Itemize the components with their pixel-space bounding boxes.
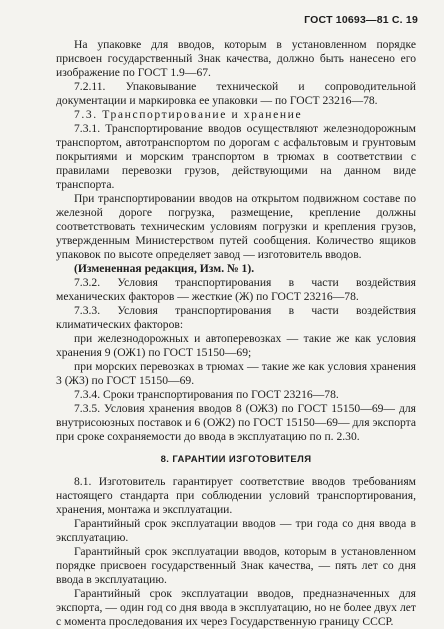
paragraph-quality-mark: На упаковке для вводов, которым в установленном порядке присвоен государственный Знак качества, должно быть нанесено его изображение по ГОСТ 1.9—67. (56, 38, 416, 79)
paragraph-7-3-5: 7.3.5. Условия хранения вводов 8 (ОЖ3) по ГОСТ 15150—69— для внутрисоюзных поставок и 6 (ОЖ2) по ГОСТ 15150—69— для экспорта при сроке сохраняемости до ввода в эксплуатацию по п. 2.30. (56, 402, 416, 443)
page-content (56, 38, 416, 629)
paragraph-7-3-4: 7.3.4. Сроки транспортирования по ГОСТ 23216—78. (74, 388, 339, 401)
amendment-note: (Измененная редакция, Изм. № 1). (74, 262, 255, 275)
subsection-heading-7-3: 7.3. Транспортирование и хранение (74, 108, 303, 121)
paragraph-7-3-1: 7.3.1. Транспортирование вводов осуществляют железнодорожным транспортом, автотранспортом по дорогам с асфальтовым и грунтовым покрытиями и морским транспортом в трюмах в соответствии с правилами перевозки грузов, действующими на данном виде транспорта. (56, 122, 416, 191)
paragraph-8-1: 8.1. Изготовитель гарантирует соответствие вводов требованиям настоящего стандарта при соблюдении условий транспортирования, хранения, монтажа и эксплуатации. (56, 475, 416, 516)
paragraph-7-3-2: 7.3.2. Условия транспортирования в части воздействия механических факторов — жесткие (Ж) по ГОСТ 23216—78. (56, 276, 416, 303)
paragraph-7-2-11: 7.2.11. Упаковывание технической и сопроводительной документации и маркировка ее упаковки — по ГОСТ 23216—78. (56, 80, 416, 107)
paragraph-open-rolling-stock: При транспортировании вводов на открытом подвижном составе по железной дороге погрузка, размещение, крепление должны соответствовать техническим условиям погрузки и крепления грузов, утвержденным Министерством путей сообщения. Количество ящиков упаковок по высоте определяет завод — изготовитель вводов. (56, 192, 416, 261)
running-header: ГОСТ 10693—81 С. 19 (304, 14, 418, 26)
paragraph-7-3-3: 7.3.3. Условия транспортирования в части воздействия климатических факторов: (56, 304, 416, 331)
paragraph-warranty-quality: Гарантийный срок эксплуатации вводов, которым в установленном порядке присвоен государственный Знак качества, — пять лет со дня ввода в эксплуатацию. (56, 545, 416, 586)
section-title-8: 8. ГАРАНТИИ ИЗГОТОВИТЕЛЯ (160, 454, 312, 465)
paragraph-warranty-general: Гарантийный срок эксплуатации вводов — три года со дня ввода в эксплуатацию. (56, 517, 416, 544)
paragraph-rail-auto: при железнодорожных и автоперевозках — такие же как условия хранения 9 (ОЖ1) по ГОСТ 15150—69; (56, 332, 416, 359)
paragraph-sea: при морских перевозках в трюмах — такие же как условия хранения 3 (Ж3) по ГОСТ 15150—69. (56, 360, 416, 387)
paragraph-warranty-export: Гарантийный срок эксплуатации вводов, предназначенных для экспорта, — один год со дня ввода в эксплуатацию, но не более двух лет с момента проследования их через Государственную границу СССР. (56, 587, 416, 628)
